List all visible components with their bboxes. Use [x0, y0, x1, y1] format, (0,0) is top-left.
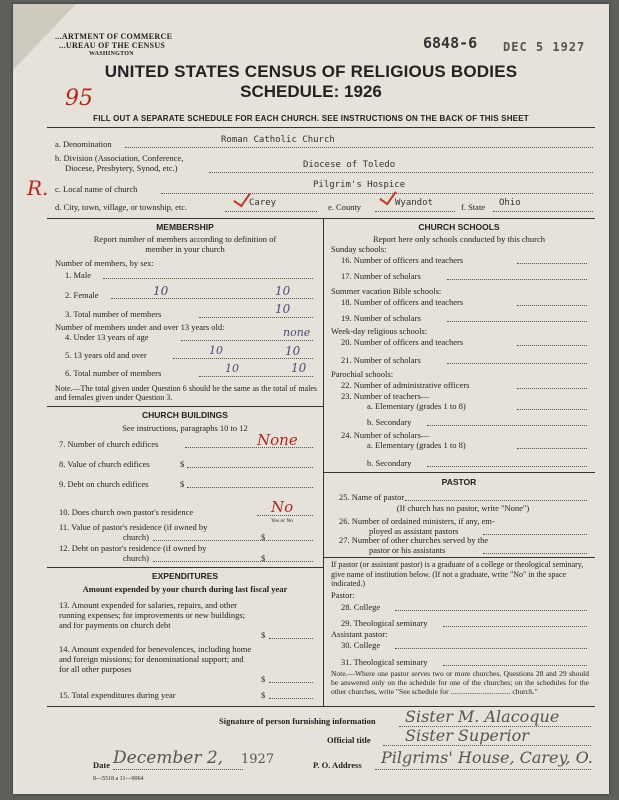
city-line — [225, 211, 317, 212]
pastor-label: Pastor: — [331, 590, 355, 600]
po-address-value[interactable]: Pilgrims' House, Carey, O. — [381, 748, 593, 767]
q18-label: 18. Number of officers and teachers — [341, 297, 464, 307]
q14-line[interactable] — [269, 682, 313, 683]
state-value[interactable]: Ohio — [499, 198, 521, 208]
q27-label: 27. Number of other churches served by the — [339, 535, 489, 545]
q25-note: (If church has no pastor, write "None") — [396, 503, 530, 513]
q13-label: 13. Amount expended for salaries, repairs, and other running expenses; for improvements or new buildings; and for payments on church debt — [59, 600, 246, 630]
sunday-schools-label: Sunday schools: — [331, 244, 387, 254]
q12-line[interactable] — [153, 561, 313, 562]
division-label-2: Diocese, Presbytery, Synod, etc.) — [65, 163, 178, 173]
q14-dollar: $ — [261, 674, 266, 684]
q30-line[interactable] — [395, 648, 587, 649]
q23a-label: a. Elementary (grades 1 to 8) — [367, 401, 466, 411]
q10-value[interactable]: No — [271, 498, 294, 516]
q6-value[interactable]: 10 — [291, 361, 307, 375]
q23a-line[interactable] — [517, 409, 587, 410]
divider — [47, 127, 595, 128]
date-received-stamp: DEC 5 1927 — [503, 40, 586, 54]
county-line — [375, 211, 455, 212]
q6-line — [199, 376, 313, 377]
q26-label: 26. Number of ordained ministers, if any, em- — [339, 516, 495, 526]
serial-number: 6848-6 — [423, 34, 478, 52]
q11-label: 11. Value of pastor's residence (if owned by — [59, 522, 208, 532]
q26-label-2: ployed as assistant pastors — [369, 526, 459, 536]
expenditures-sub: Amount expended by your church during last fiscal year — [82, 584, 288, 594]
city-line: WASHINGTON — [89, 51, 134, 57]
q24b-label: b. Secondary — [367, 458, 412, 468]
q12-label: 12. Debt on pastor's residence (if owned by — [59, 543, 207, 553]
q31-line[interactable] — [443, 665, 587, 666]
weekday-schools-label: Week-day religious schools: — [331, 326, 428, 336]
denomination-line — [125, 147, 593, 148]
q24a-line[interactable] — [517, 448, 587, 449]
date-label: Date — [93, 760, 110, 770]
q7-line — [185, 447, 313, 448]
signature-label: Signature of person furnishing information — [219, 716, 376, 726]
q27-label-2: pastor or his assistants — [369, 545, 446, 555]
local-name-line — [161, 193, 593, 194]
q19-line[interactable] — [447, 321, 587, 322]
q4-label: 4. Under 13 years of age — [65, 332, 149, 342]
handwritten-number: 95 — [65, 86, 93, 111]
city-value[interactable]: Carey — [249, 198, 277, 208]
q14-label: 14. Amount expended for benevolences, including home and foreign missions; for denominational support; and for all other purposes — [59, 644, 252, 674]
q21-label: 21. Number of scholars — [341, 355, 421, 365]
q13-dollar: $ — [261, 630, 266, 640]
members-by-age-label: Number of members under and over 13 years old: — [55, 322, 225, 332]
q24-label: 24. Number of scholars— — [341, 430, 430, 440]
section-border — [47, 567, 323, 568]
q13-line[interactable] — [269, 638, 313, 639]
q10-label: 10. Does church own pastor's residence — [59, 507, 194, 517]
q3-line — [199, 317, 313, 318]
q29-label: 29. Theological seminary — [341, 618, 428, 628]
section-border — [47, 406, 323, 407]
department-header — [55, 32, 172, 59]
q8-dollar: $ — [180, 459, 185, 469]
q26-line[interactable] — [483, 534, 587, 535]
assistant-pastor-label: Assistant pastor: — [331, 629, 388, 639]
q24b-line[interactable] — [427, 466, 587, 467]
local-name-label: c. Local name of church — [55, 184, 138, 194]
section-border — [47, 218, 595, 219]
date-line — [113, 769, 243, 770]
membership-note: Note.—The total given under Question 6 should be the same as the total of males and females given under Question 3. — [55, 384, 317, 402]
q2-tally: 10 — [153, 284, 169, 298]
q2-label: 2. Female — [65, 290, 99, 300]
date-value[interactable]: December 2, — [113, 748, 224, 768]
q31-label: 31. Theological seminary — [341, 657, 428, 667]
q16-line[interactable] — [517, 263, 587, 264]
county-label: e. County — [328, 202, 362, 212]
q5-tally: 10 — [209, 344, 223, 357]
q1-label: 1. Male — [65, 270, 91, 280]
graduate-note: If pastor (or assistant pastor) is a graduate of a college or theological seminary, give name of institution below. (If not a graduate, write "No" in the space indicated.) — [331, 560, 584, 588]
q30-label: 30. College — [341, 640, 381, 650]
q8-line[interactable] — [187, 467, 313, 468]
parochial-schools-label: Parochial schools: — [331, 369, 394, 379]
q11-label-2: church) — [123, 532, 149, 542]
signature-value[interactable]: Sister M. Alacoque — [405, 707, 560, 726]
q9-dollar: $ — [180, 479, 185, 489]
po-address-line — [375, 769, 591, 770]
official-title-label: Official title — [327, 735, 371, 745]
q22-label: 22. Number of administrative officers — [341, 380, 470, 390]
q20-line[interactable] — [517, 345, 587, 346]
q9-line[interactable] — [187, 487, 313, 488]
q17-line[interactable] — [447, 279, 587, 280]
q28-line[interactable] — [395, 610, 587, 611]
q21-line[interactable] — [447, 363, 587, 364]
pastor-heading: PASTOR — [441, 477, 477, 487]
q2-line — [111, 298, 313, 299]
church-schools-sub: Report here only schools conducted by this church — [372, 234, 546, 244]
q23b-label: b. Secondary — [367, 417, 412, 427]
local-name-value[interactable]: Pilgrim's Hospice — [313, 180, 406, 190]
po-address-label: P. O. Address — [313, 760, 362, 770]
q6-label: 6. Total number of members — [65, 368, 162, 378]
state-line — [493, 211, 593, 212]
q3-value[interactable]: 10 — [275, 302, 291, 316]
official-title-line — [383, 745, 591, 746]
schedule-title: SCHEDULE: 1926 — [240, 82, 382, 101]
q28-label: 28. College — [341, 602, 381, 612]
department-line: ...ARTMENT OF COMMERCE — [55, 32, 173, 41]
q15-label: 15. Total expenditures during year — [59, 690, 176, 700]
vacation-schools-label: Summer vacation Bible schools: — [331, 286, 442, 296]
q15-dollar: $ — [261, 690, 266, 700]
handwritten-mark: R. — [27, 176, 49, 200]
form-number: 8—5518 a 11—9064 — [93, 776, 144, 782]
q25-label: 25. Name of pastor — [339, 492, 405, 502]
column-divider — [323, 218, 324, 706]
state-label: f. State — [461, 202, 486, 212]
expenditures-heading: EXPENDITURES — [151, 571, 219, 581]
q7-label: 7. Number of church edifices — [59, 439, 159, 449]
q20-label: 20. Number of officers and teachers — [341, 337, 464, 347]
division-value[interactable]: Diocese of Toledo — [303, 160, 396, 170]
q10-hint: Yes or No — [271, 518, 294, 524]
q11-dollar: $ — [261, 532, 266, 542]
county-value[interactable]: Wyandot — [395, 198, 433, 208]
q1-line[interactable] — [103, 278, 313, 279]
division-line — [209, 172, 593, 173]
q22-line[interactable] — [517, 388, 587, 389]
q6-tally: 10 — [225, 362, 239, 375]
q23-label: 23. Number of teachers— — [341, 391, 430, 401]
q17-label: 17. Number of scholars — [341, 271, 421, 281]
q8-label: 8. Value of church edifices — [59, 459, 150, 469]
denomination-value[interactable]: Roman Catholic Church — [221, 135, 335, 145]
q5-label: 5. 13 years old and over — [65, 350, 147, 360]
q27-line[interactable] — [483, 553, 587, 554]
q5-line — [173, 358, 313, 359]
q2-value[interactable]: 10 — [275, 284, 291, 298]
church-schools-heading: CHURCH SCHOOLS — [418, 222, 500, 232]
q16-label: 16. Number of officers and teachers — [341, 255, 464, 265]
q9-label: 9. Debt on church edifices — [59, 479, 149, 489]
membership-sub-1: Report number of members according to definition of — [93, 234, 277, 244]
census-schedule-page — [13, 4, 609, 794]
q12-dollar: $ — [261, 553, 266, 563]
q4-line — [181, 340, 313, 341]
q15-line[interactable] — [269, 698, 313, 699]
q25-line[interactable] — [405, 500, 587, 501]
instructions-line: FILL OUT A SEPARATE SCHEDULE FOR EACH CHURCH. SEE INSTRUCTIONS ON THE BACK OF THIS SHEET — [93, 114, 529, 123]
q19-label: 19. Number of scholars — [341, 313, 421, 323]
members-by-sex-label: Number of members, by sex: — [55, 258, 154, 268]
q7-value[interactable]: None — [257, 431, 298, 449]
church-buildings-sub: See instructions, paragraphs 10 to 12 — [122, 423, 248, 433]
official-title-value[interactable]: Sister Superior — [405, 726, 529, 745]
q24a-label: a. Elementary (grades 1 to 8) — [367, 440, 466, 450]
church-buildings-heading: CHURCH BUILDINGS — [142, 410, 228, 420]
q11-line[interactable] — [153, 540, 313, 541]
q5-value[interactable]: 10 — [285, 344, 301, 358]
membership-heading: MEMBERSHIP — [156, 222, 214, 232]
membership-sub-2: member in your church — [145, 244, 225, 254]
section-border — [323, 557, 595, 558]
denomination-label: a. Denomination — [55, 139, 112, 149]
section-border — [323, 472, 595, 473]
q4-value[interactable]: none — [283, 326, 311, 339]
division-label: b. Division (Association, Conference, — [55, 153, 184, 163]
form-title: UNITED STATES CENSUS OF RELIGIOUS BODIES — [104, 62, 518, 81]
q3-label: 3. Total number of members — [65, 309, 162, 319]
q23b-line[interactable] — [427, 425, 587, 426]
q12-label-2: church) — [123, 553, 149, 563]
bureau-line: ...UREAU OF THE CENSUS — [59, 41, 166, 50]
q29-line[interactable] — [443, 626, 587, 627]
year-value[interactable]: 1927 — [241, 752, 275, 767]
q18-line[interactable] — [517, 305, 587, 306]
city-label: d. City, town, village, or township, etc. — [55, 202, 188, 212]
pastor-note: Note.—Where one pastor serves two or more churches, Questions 28 and 29 should be answered only on the schedule for one of the churches; on the schedules for the other churches, write "See schedule for ................................ church." — [331, 669, 589, 696]
